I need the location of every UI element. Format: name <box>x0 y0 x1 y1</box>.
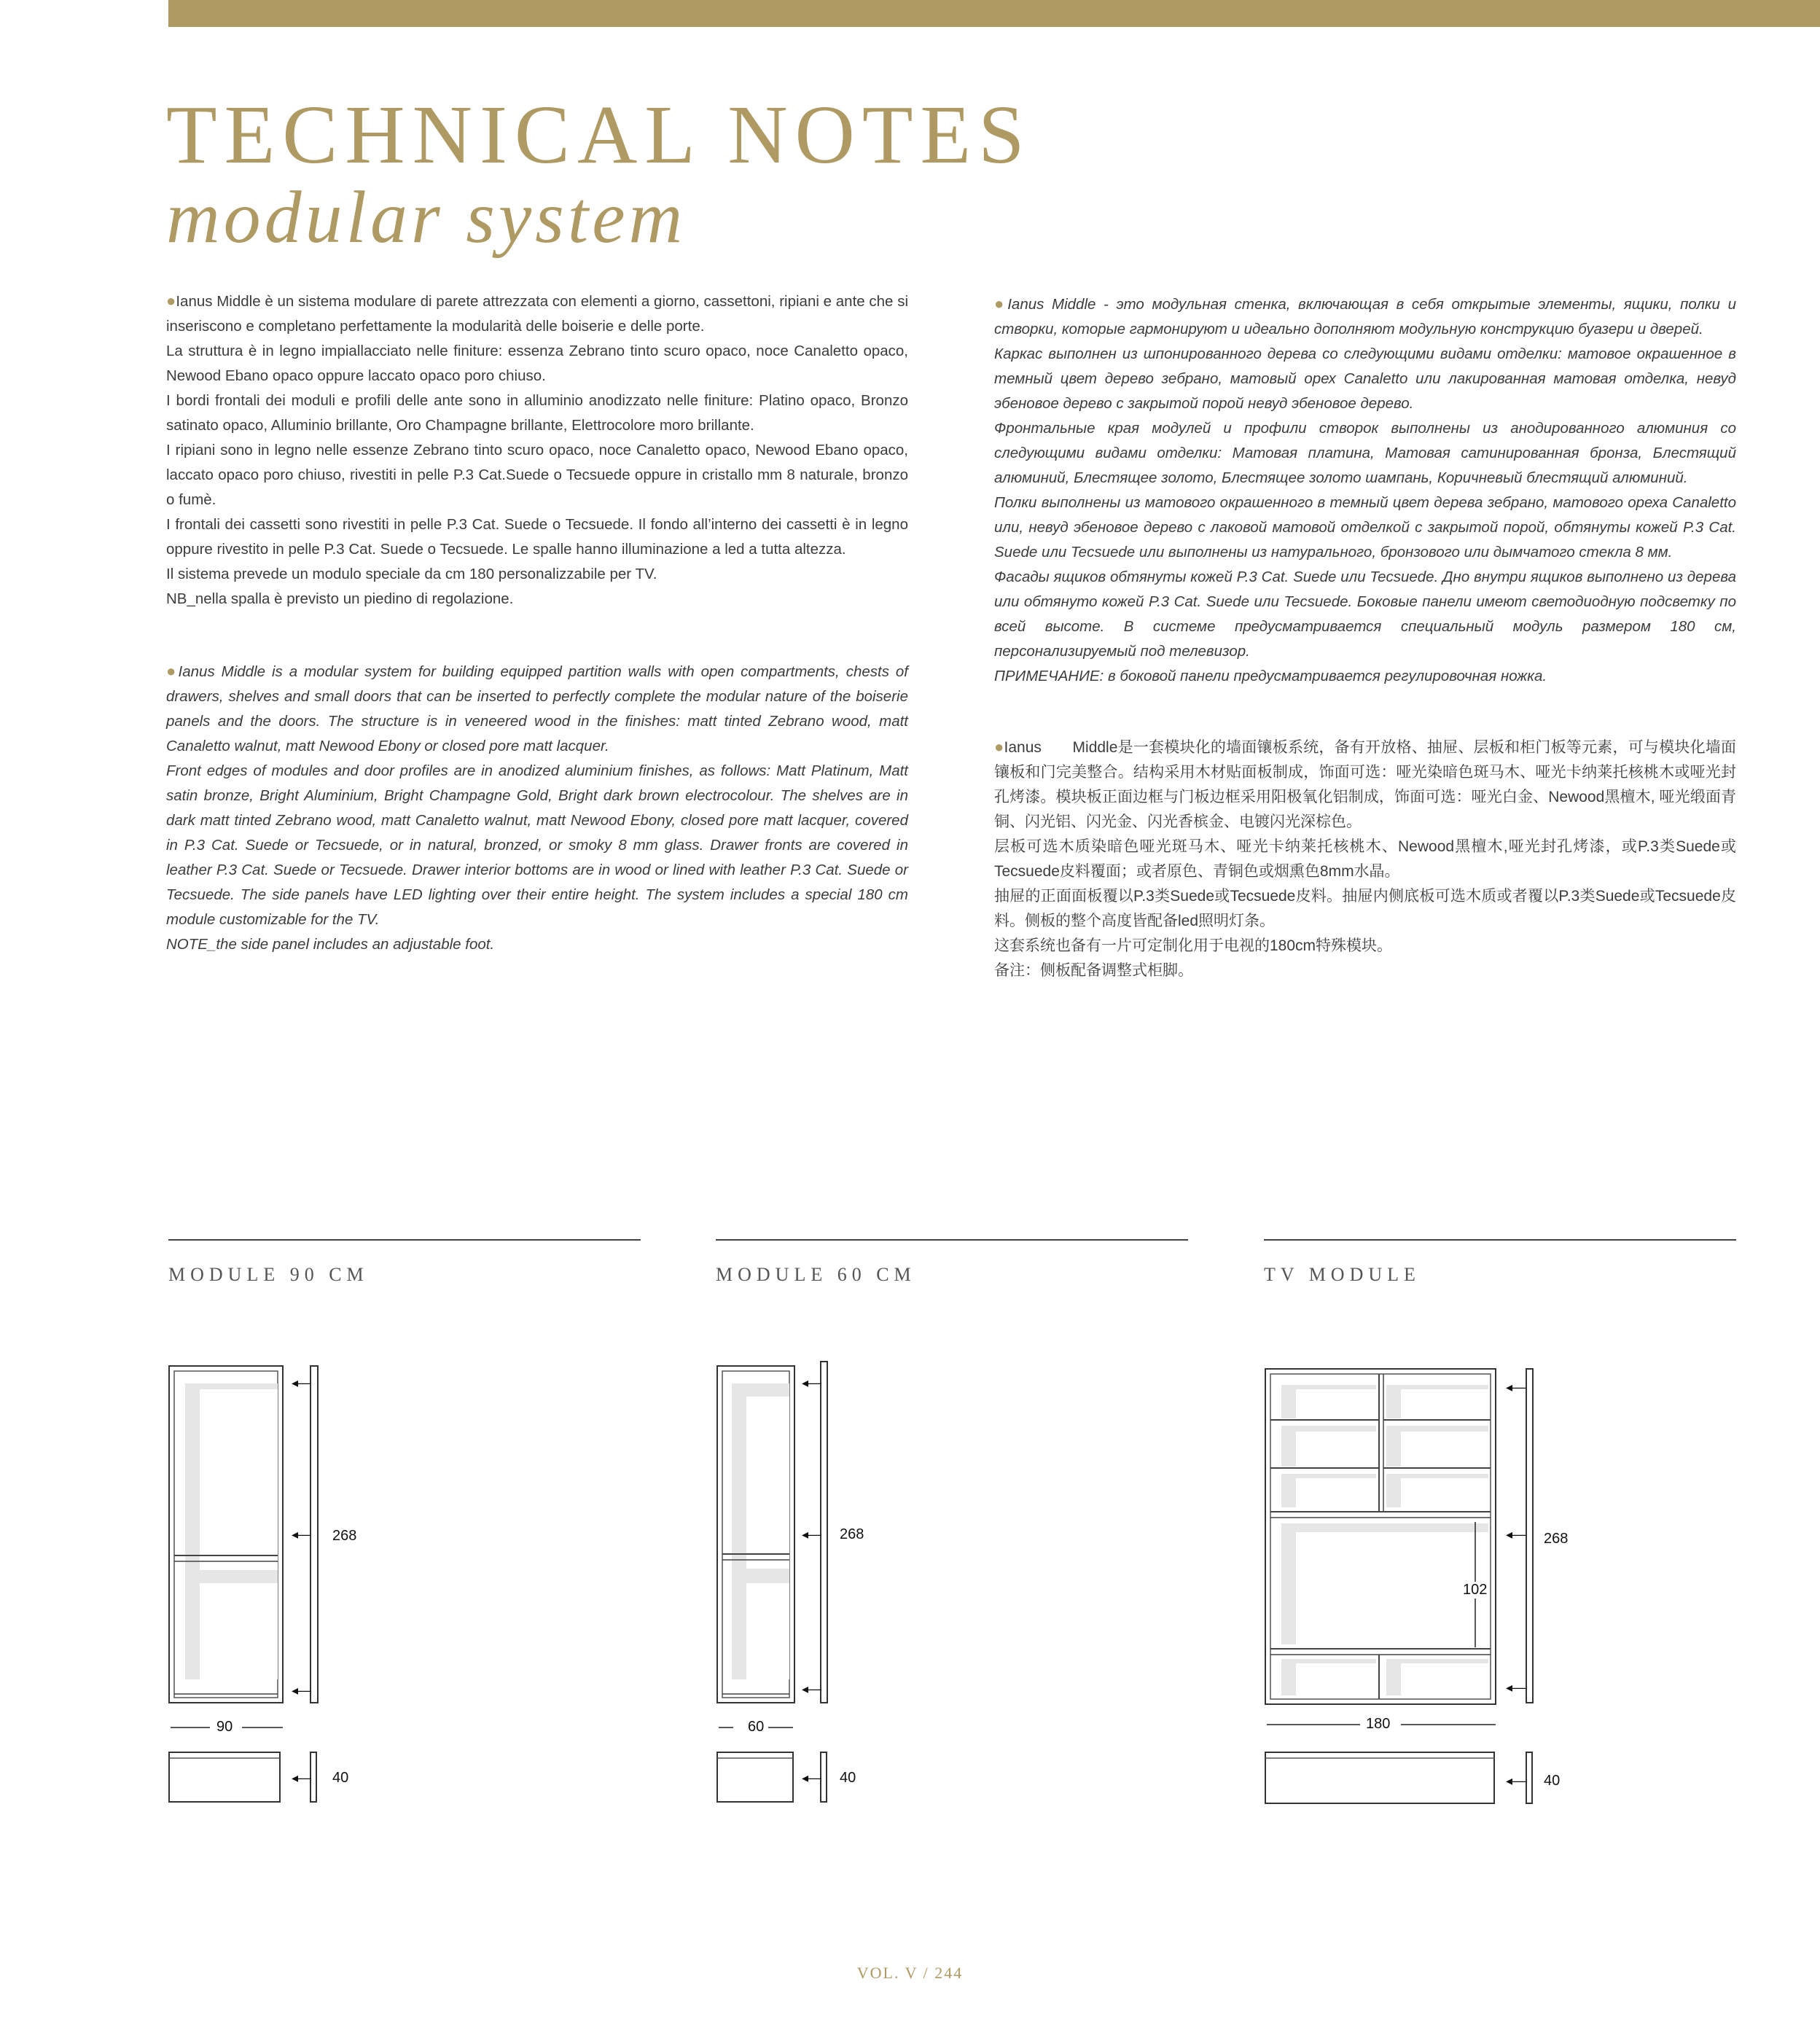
module-90-top-drawing <box>168 1751 284 1805</box>
module-divider <box>1264 1239 1736 1241</box>
paragraph: NOTE_the side panel includes an adjustable foot. <box>166 936 495 953</box>
page-subtitle: modular system <box>166 176 687 259</box>
paragraph: ●Ianus Middle is a modular system for building equipped partition walls with open compartments, chests of drawers, shelves and small doors that can be inserted to perfectly complete the modular nature of the boiserie panels and the doors. The structure is in veneered wood in the finishes: matt tinted Zebrano wood, matt Canaletto walnut, matt Newood Ebony or closed pore matt lacquer. <box>166 662 908 754</box>
arrow-left-icon: ◂— <box>802 1771 822 1785</box>
page-number: VOL. V / 244 <box>856 1964 964 1982</box>
russian-text <box>994 292 1736 689</box>
paragraph: ●Ianus Middle - это модульная стенка, включающая в себя открытые элементы, ящики, полки и створки, которые гармонируют и идеально дополняют модульную конструкцию буазери и дверей. <box>994 294 1736 337</box>
tv-module-side-drawing <box>1525 1367 1539 1707</box>
paragraph: I ripiani sono in legno nelle essenze Zebrano tinto scuro opaco, noce Canaletto opaco, Newood Ebano opaco, laccato opaco poro chiuso, rivestiti in pelle P.3 Cat.Suede o Tecsuede oppure in cristallo mm 8 naturale, bronzo o fumè. <box>166 442 908 508</box>
bullet-icon: ● <box>994 738 1004 756</box>
page-title: TECHNICAL NOTES <box>166 88 1032 181</box>
arrow-left-icon: ◂— <box>1506 1680 1526 1695</box>
paragraph: 层板可选木质染暗色哑光斑马木、哑光卡纳莱托核桃木、Newood黑檀木,哑光封孔烤漆，或P.3类Suede或Tecsuede皮料覆面；或者原色、青铜色或烟熏色8mm水晶。 <box>994 838 1736 880</box>
paragraph: Фасады ящиков обтянуты кожей P.3 Cat. Suede или Tecsuede. Дно внутри ящиков выполнено из дерева или обтянуто кожей P.3 Cat. Suede или Tecsuede. Боковые панели имеют светодиодную подсветку по всей высоте. В системе предусматривается специальный модуль размером 180 см, персонализируемый под телевизор. <box>994 569 1736 660</box>
tv-module-top-drawing <box>1264 1751 1497 1806</box>
width-dimension: 180 <box>1366 1716 1391 1732</box>
paragraph: Il sistema prevede un modulo speciale da cm 180 personalizzabile per TV. <box>166 566 657 582</box>
paragraph: 抽屉的正面面板覆以P.3类Suede或Tecsuede皮料。抽屉内侧底板可选木质或者覆以P.3类Suede或Tecsuede皮料。侧板的整个高度皆配备led照明灯条。 <box>994 888 1736 929</box>
paragraph: 备注：侧板配备调整式柜脚。 <box>994 962 1193 979</box>
paragraph: Полки выполнены из матового окрашенного в темный цвет дерева зебрано, матового ореха Canaletto или, невуд эбеновое дерево с лаковой матовой отделкой с закрытой порой, обтянуты кожей P.3 Cat. Suede или Tecsuede или выполнены из натурального, бронзового или дымчатого стекла 8 мм. <box>994 494 1736 561</box>
paragraph: I frontali dei cassetti sono rivestiti in pelle P.3 Cat. Suede o Tecsuede. Il fondo all’interno dei cassetti è in legno oppure rivestito in pelle P.3 Cat. Suede o Tecsuede. Le spalle hanno illuminazione a led a tutta altezza. <box>166 516 908 558</box>
arrow-left-icon: ◂— <box>802 1527 822 1542</box>
paragraph: NB_nella spalla è previsto un piedino di regolazione. <box>166 590 514 607</box>
depth-dimension: 40 <box>1544 1773 1561 1789</box>
arrow-left-icon: ◂— <box>292 1375 312 1390</box>
arrow-left-icon: ◂— <box>802 1375 822 1390</box>
bullet-icon: ● <box>166 292 176 310</box>
top-accent-bar <box>168 0 1820 27</box>
width-dimension: 60 <box>748 1719 765 1735</box>
english-text <box>166 659 908 957</box>
arrow-left-icon: ◂— <box>802 1682 822 1696</box>
bullet-icon: ● <box>994 294 1008 313</box>
italian-text <box>166 289 908 612</box>
module-60-top-drawing <box>716 1751 796 1805</box>
module-divider <box>716 1239 1188 1241</box>
module-divider <box>168 1239 641 1241</box>
arrow-left-icon: ◂— <box>292 1771 312 1785</box>
paragraph: ●Ianus Middle是一套模块化的墙面镶板系统，备有开放格、抽屉、层板和柜门板等元素，可与模块化墙面镶板和门完美整合。结构采用木材贴面板制成，饰面可选：哑光染暗色斑马木、哑光卡纳莱托核桃木或哑光封孔烤漆。模块板正面边框与门板边框采用阳极氧化铝制成，饰面可选：哑光白金、Newood黑檀木, 哑光缎面青铜、闪光铝、闪光金、闪光香槟金、电镀闪光深棕色。 <box>994 738 1736 830</box>
tv-module-front-drawing <box>1264 1367 1497 1707</box>
tv-module-label: TV MODULE <box>1264 1264 1421 1285</box>
paragraph: ПРИМЕЧАНИЕ: в боковой панели предусматривается регулировочная ножка. <box>994 668 1547 684</box>
chinese-text <box>994 735 1736 983</box>
paragraph: ●Ianus Middle è un sistema modulare di parete attrezzata con elementi a giorno, cassettoni, ripiani e ante che si inseriscono e completano perfettamente la modularità delle boiserie e delle porte. <box>166 292 909 335</box>
module-90-front-drawing <box>168 1365 284 1707</box>
arrow-left-icon: ◂— <box>292 1683 312 1698</box>
height-dimension: 268 <box>332 1528 357 1544</box>
arrow-left-icon: ◂— <box>1506 1527 1526 1542</box>
inner-height-dimension: 102 <box>1463 1582 1488 1598</box>
module-90-label: MODULE 90 CM <box>168 1264 369 1285</box>
paragraph: Каркас выполнен из шпонированного дерева со следующими видами отделки: матовое окрашенное в темный цвет дерево зебрано, матовый орех Canaletto или лакированная матовая отделка, невуд эбеновое дерево с закрытой порой невуд эбеновое дерево. <box>994 346 1736 412</box>
height-dimension: 268 <box>1544 1531 1569 1547</box>
depth-dimension: 40 <box>332 1770 349 1786</box>
paragraph: Front edges of modules and door profiles are in anodized aluminium finishes, as follows: Matt Platinum, Matt satin bronze, Bright Aluminium, Bright Champagne Gold, Bright dark brown electrocolour. The shelves are in dark matt tinted Zebrano wood, matt Canaletto walnut, matt Newood Ebony, closed pore matt lacquer, covered in P.3 Cat. Suede or Tecsuede, or in natural, bronzed, or smoky 8 mm glass. Drawer fronts are covered in leather P.3 Cat. Suede or Tecsuede. Drawer interior bottoms are in wood or lined with leather P.3 Cat. Suede or Tecsuede. The side panels have LED lighting over their entire height. The system includes a special 180 cm module customizable for the TV. <box>166 762 908 928</box>
bullet-icon: ● <box>166 662 179 680</box>
paragraph: I bordi frontali dei moduli e profili delle ante sono in alluminio anodizzato nelle finiture: Platino opaco, Bronzo satinato opaco, Alluminio brillante, Oro Champagne brillante, Elettrocolore moro brillante. <box>166 392 908 434</box>
paragraph: Фронтальные края модулей и профили створок выполнены из анодированного алюминия со следующими видами отделки: Матовая платина, Матовая сатинированная бронза, Блестящий алюминий, Блестящее золото, Блестящее золото шампань, Коричневый блестящий алюминий. <box>994 420 1736 486</box>
arrow-left-icon: ◂— <box>1506 1380 1526 1394</box>
paragraph: 这套系统也备有一片可定制化用于电视的180cm特殊模块。 <box>994 937 1393 954</box>
depth-dimension: 40 <box>840 1770 856 1786</box>
module-60-front-drawing <box>716 1365 796 1707</box>
module-60-label: MODULE 60 CM <box>716 1264 916 1285</box>
paragraph: La struttura è in legno impiallacciato nelle finiture: essenza Zebrano tinto scuro opaco, noce Canaletto opaco, Newood Ebano opaco oppure laccato opaco poro chiuso. <box>166 343 908 384</box>
arrow-left-icon: ◂— <box>1506 1773 1526 1788</box>
tv-module-top-side <box>1525 1751 1539 1806</box>
width-dimension: 90 <box>216 1719 233 1735</box>
arrow-left-icon: ◂— <box>292 1527 312 1542</box>
height-dimension: 268 <box>840 1526 864 1542</box>
